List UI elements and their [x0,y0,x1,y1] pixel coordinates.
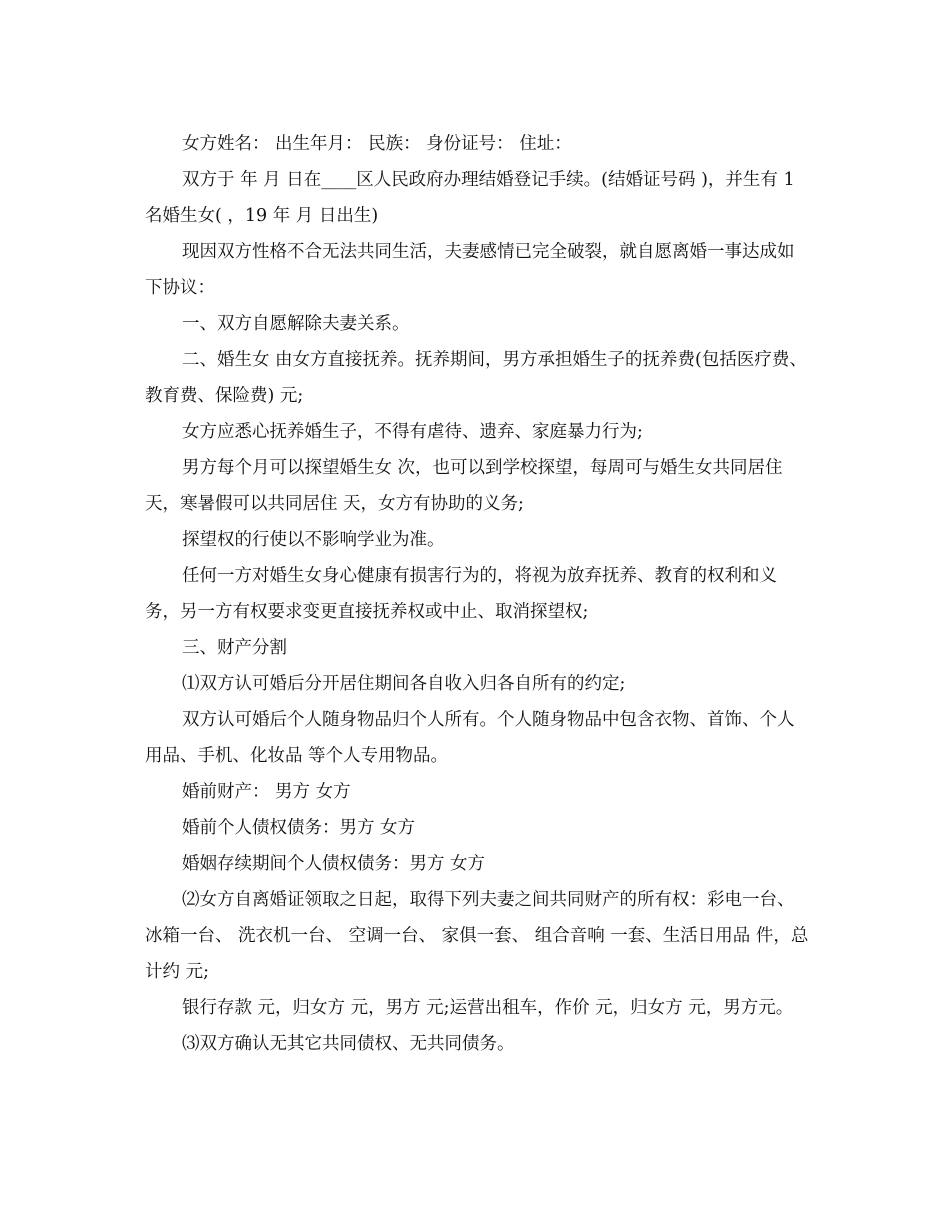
bank-deposit-paragraph: 银行存款 元，归女方 元，男方 元;运营出租车，作价 元，归女方 元，男方元。 [182,998,794,1018]
visitation-condition-paragraph: 探望权的行使以不影响学业为准。 [182,530,445,550]
document-body [145,126,810,1062]
custody-change-paragraph: 任何一方对婚生女身心健康有损害行为的，将视为放弃抚养、教育的权利和义务，另一方有权要求变更直接抚养权或中止、取消探望权; [145,566,777,622]
clause-1-paragraph: 一、双方自愿解除夫妻关系。 [182,314,410,334]
divorce-reason-paragraph: 现因双方性格不合无法共同生活，夫妻感情已完全破裂，就自愿离婚一事达成如下协议： [145,242,795,298]
personal-items-paragraph: 双方认可婚后个人随身物品归个人所有。个人随身物品中包含衣物、首饰、个人用品、手机、化妆品 等个人专用物品。 [145,710,795,766]
marriage-registration-paragraph: 双方于 年 月 日在____区人民政府办理结婚登记手续。(结婚证号码 )，并生有 1 名婚生女( ，19 年 月 日出生) [145,170,795,226]
property-item-1-paragraph: ⑴双方认可婚后分开居住期间各自收入归各自所有的约定; [182,674,626,694]
visitation-paragraph: 男方每个月可以探望婚生女 次，也可以到学校探望，每周可与婚生女共同居住 天，寒暑假可以共同居住 天，女方有协助的义务; [145,458,783,514]
premarital-debt-paragraph: 婚前个人债权债务：男方 女方 [182,818,416,838]
care-obligation-paragraph: 女方应悉心抚养婚生子，不得有虐待、遗弃、家庭暴力行为; [182,422,643,442]
property-item-3-paragraph: ⑶双方确认无其它共同债权、无共同债务。 [182,1034,515,1054]
clause-2-custody-paragraph: 二、婚生女 由女方直接抚养。抚养期间，男方承担婚生子的抚养费(包括医疗费、教育费、保险费) 元; [145,350,807,406]
party-info-paragraph: 女方姓名： 出生年月： 民族： 身份证号： 住址： [182,134,572,154]
clause-3-heading: 三、财产分割 [182,638,287,658]
marital-debt-paragraph: 婚姻存续期间个人债权债务：男方 女方 [182,854,486,874]
premarital-property-paragraph: 婚前财产： 男方 女方 [182,782,351,802]
property-item-2-paragraph: ⑵女方自离婚证领取之日起，取得下列夫妻之间共同财产的所有权：彩电一台、 冰箱一台、 洗衣机一台、 空调一台、 家俱一套、 组合音响 一套、生活日用品 件，总计约 元; [145,890,809,982]
